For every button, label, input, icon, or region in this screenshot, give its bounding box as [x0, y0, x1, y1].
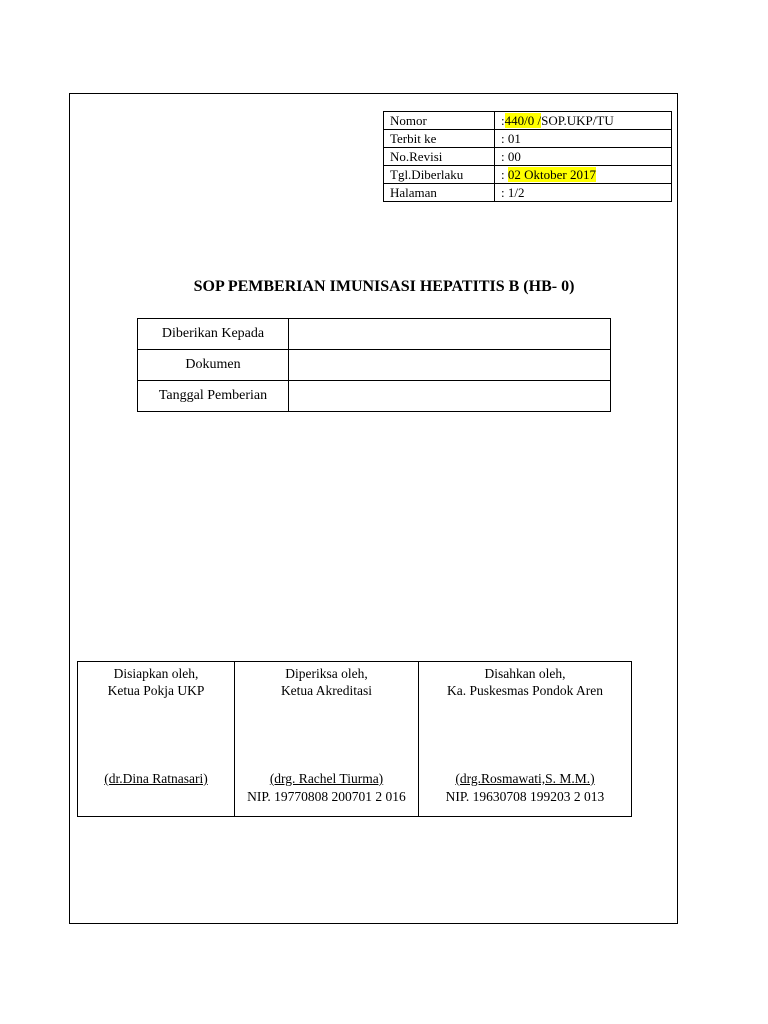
signature-role	[235, 662, 418, 699]
signature-signer	[78, 770, 234, 788]
highlighted-date: 02 Oktober 2017	[507, 167, 596, 182]
signer-name: (drg.Rosmawati,S. M.M.)	[455, 771, 595, 786]
meta-value	[495, 166, 672, 184]
meta-value	[495, 112, 672, 130]
signature-signer	[235, 770, 418, 806]
signer-name: (dr.Dina Ratnasari)	[104, 771, 208, 786]
meta-value: : 1/2	[495, 184, 672, 202]
signature-position: Ketua Akreditasi	[280, 683, 373, 698]
signer-nip: NIP. 19630708 199203 2 013	[445, 789, 605, 804]
info-table	[137, 318, 611, 412]
meta-row-tgl	[384, 166, 672, 184]
meta-label: No.Revisi	[384, 148, 495, 166]
meta-value: : 00	[495, 148, 672, 166]
signature-checked	[235, 662, 419, 817]
info-row	[138, 350, 611, 381]
meta-prefix: :	[501, 167, 508, 182]
meta-row-nomor	[384, 112, 672, 130]
info-label: Dokumen	[138, 350, 289, 381]
document-title: SOP PEMBERIAN IMUNISASI HEPATITIS B (HB- 0)	[193, 278, 575, 295]
info-row	[138, 381, 611, 412]
signature-row	[78, 662, 632, 817]
signature-table	[77, 661, 632, 817]
meta-value: : 01	[495, 130, 672, 148]
meta-label: Tgl.Diberlaku	[384, 166, 495, 184]
meta-row-revisi	[384, 148, 672, 166]
signature-prepared	[78, 662, 235, 817]
signature-action: Diperiksa oleh,	[285, 666, 368, 681]
meta-label: Nomor	[384, 112, 495, 130]
signer-nip: NIP. 19770808 200701 2 016	[247, 789, 406, 804]
meta-row-halaman	[384, 184, 672, 202]
meta-prefix: :	[501, 113, 505, 128]
signer-name: (drg. Rachel Tiurma)	[269, 771, 384, 786]
signature-approved	[419, 662, 632, 817]
signature-role	[78, 662, 234, 699]
info-value[interactable]	[289, 381, 611, 412]
signature-action: Disiapkan oleh,	[113, 666, 199, 681]
info-label: Tanggal Pemberian	[138, 381, 289, 412]
info-label: Diberikan Kepada	[138, 319, 289, 350]
meta-row-terbit	[384, 130, 672, 148]
highlighted-number: 440/0 /	[504, 113, 542, 128]
signature-position: Ketua Pokja UKP	[107, 683, 205, 698]
signature-role	[419, 662, 631, 699]
info-value[interactable]	[289, 350, 611, 381]
signature-action: Disahkan oleh,	[484, 666, 566, 681]
signature-position: Ka. Puskesmas Pondok Aren	[447, 683, 603, 698]
meta-label: Halaman	[384, 184, 495, 202]
signature-signer	[419, 770, 631, 806]
info-value[interactable]	[289, 319, 611, 350]
meta-rest: SOP.UKP/TU	[541, 113, 614, 128]
meta-label: Terbit ke	[384, 130, 495, 148]
info-row	[138, 319, 611, 350]
document-meta-table	[383, 111, 672, 202]
